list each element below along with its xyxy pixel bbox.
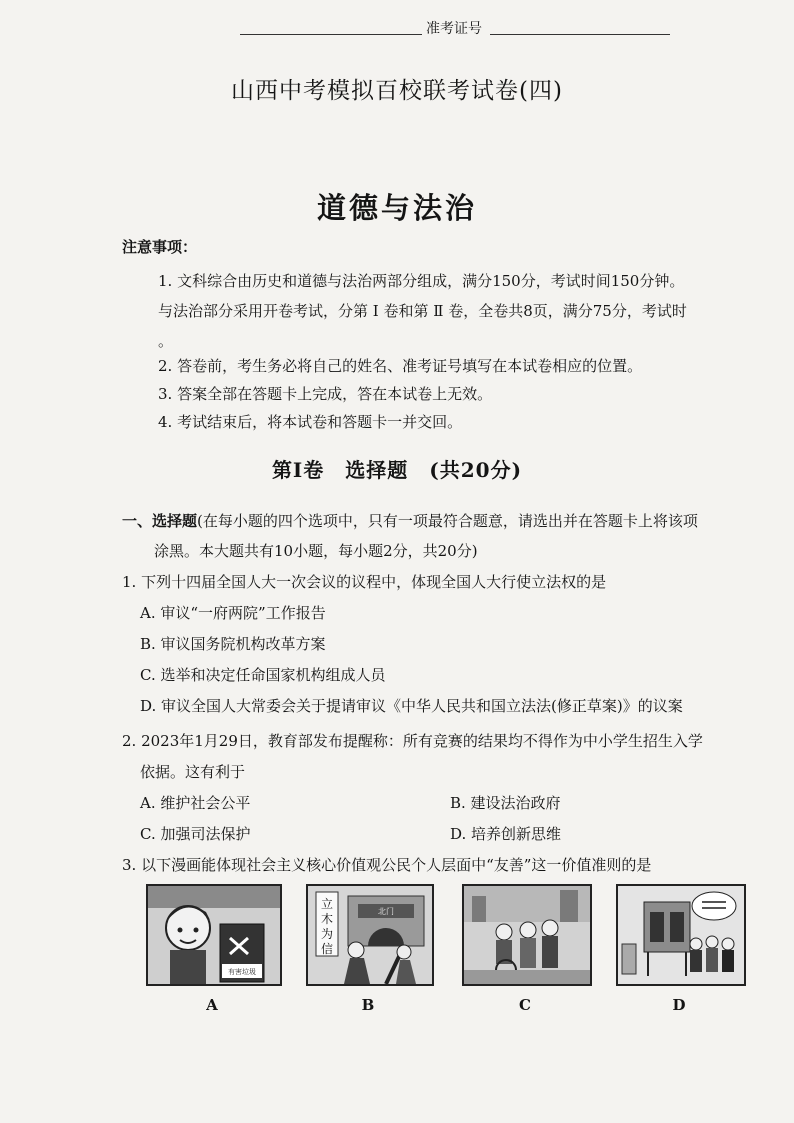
instructions-line-2: 涂黑。本大题共有10小题，每小题2分，共20分) — [154, 542, 478, 560]
cartoon-c-drawing — [464, 886, 590, 984]
cartoon-b-drawing — [308, 886, 432, 984]
question-2-option-a: A. 维护社会公平 — [140, 794, 251, 812]
question-2-option-c: C. 加强司法保护 — [140, 825, 251, 843]
cartoon-a-bin-label: 有害垃圾 — [228, 968, 256, 976]
subject-title: 道德与法治 — [316, 191, 477, 225]
note-line: 。 — [158, 332, 174, 350]
notes-heading: 注意事项： — [122, 238, 198, 256]
cartoon-c-image — [462, 884, 592, 986]
question-2-stem-line-1: 2. 2023年1月29日，教育部发布提醒称：所有竞赛的结果均不得作为中小学生招生入学 — [122, 732, 703, 750]
cartoon-a-drawing — [148, 886, 280, 984]
question-2-option-b: B. 建设法治政府 — [450, 794, 561, 812]
cartoon-d-image — [616, 884, 746, 986]
cartoon-b-gate-label: 北门 — [378, 907, 394, 916]
question-1-stem: 1. 下列十四届全国人大一次会议的议程中，体现全国人大行使立法权的是 — [122, 573, 607, 591]
cartoon-b-caption: B — [361, 996, 375, 1014]
instructions-line-1 — [122, 510, 698, 531]
question-1-option-c: C. 选举和决定任命国家机构组成人员 — [140, 666, 386, 684]
question-3-stem: 3. 以下漫画能体现社会主义核心价值观公民个人层面中“友善”这一价值准则的是 — [122, 856, 652, 874]
note-line: 与法治部分采用开卷考试，分第 Ⅰ 卷和第 Ⅱ 卷，全卷共8页，满分75分，考试时 — [158, 302, 687, 320]
instructions-text: (在每小题的四个选项中，只有一项最符合题意，请选出并在答题卡上将该项 — [197, 512, 698, 530]
exam-id-label: 准考证号 — [426, 21, 482, 37]
note-line: 3. 答案全部在答题卡上完成，答在本试卷上无效。 — [158, 385, 493, 403]
question-1-option-b: B. 审议国务院机构改革方案 — [140, 635, 326, 653]
name-underline — [240, 34, 422, 35]
exam-id-underline — [490, 34, 670, 35]
cartoon-a-caption: A — [206, 996, 218, 1014]
cartoon-a-image — [146, 884, 282, 986]
cartoon-b-image — [306, 884, 434, 986]
note-line: 2. 答卷前，考生务必将自己的姓名、准考证号填写在本试卷相应的位置。 — [158, 357, 643, 375]
cartoon-d-caption: D — [672, 996, 686, 1014]
cartoon-b-char: 立 — [320, 897, 334, 911]
section-title: 第Ⅰ卷 选择题 (共20分) — [271, 458, 523, 482]
cartoon-c-caption: C — [519, 996, 531, 1014]
instructions-lead: 一、选择题 — [122, 512, 198, 530]
question-2-option-d: D. 培养创新思维 — [450, 825, 562, 843]
cartoon-b-char: 信 — [320, 942, 334, 956]
exam-title: 山西中考模拟百校联考试卷(四) — [231, 78, 563, 104]
question-2-stem-line-2: 依据。这有利于 — [140, 763, 246, 781]
cartoon-b-char: 为 — [320, 927, 334, 941]
exam-id-field — [240, 16, 672, 40]
question-1-option-d: D. 审议全国人大常委会关于提请审议《中华人民共和国立法法(修正草案)》的议案 — [140, 697, 683, 715]
cartoon-b-char: 木 — [320, 912, 334, 926]
cartoon-d-drawing — [618, 886, 744, 984]
note-line: 1. 文科综合由历史和道德与法治两部分组成，满分150分，考试时间150分钟。 — [158, 272, 685, 290]
question-1-option-a: A. 审议“一府两院”工作报告 — [140, 604, 326, 622]
note-line: 4. 考试结束后，将本试卷和答题卡一并交回。 — [158, 413, 463, 431]
